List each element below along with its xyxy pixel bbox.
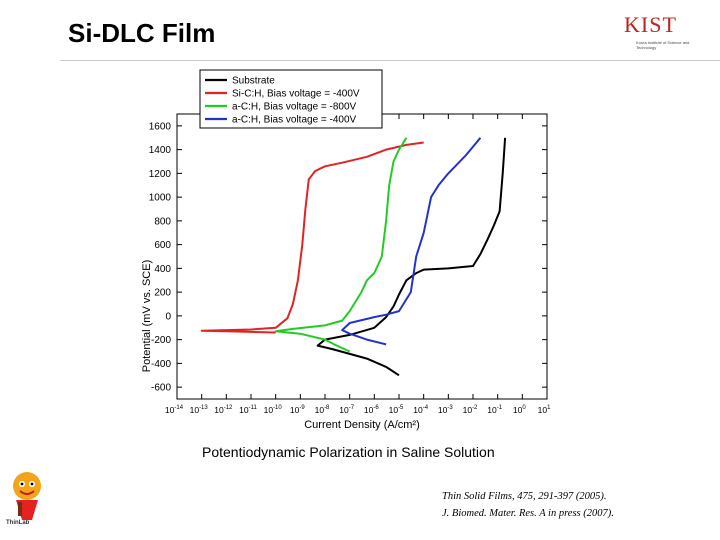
x-axis-label: Current Density (A/cm²) [304,419,420,431]
title-divider [60,60,720,61]
legend-entry: a-C:H, Bias voltage = -800V [232,101,357,113]
x-tick-label: $10^0$ [512,405,526,415]
y-tick-label: 1600 [148,121,171,133]
y-tick-label: 1400 [148,145,171,157]
x-tick-label: $10^{-12}$ [214,405,233,415]
chart-legend [200,70,382,128]
y-tick-label: 1000 [148,192,171,204]
legend-entry: Si-C:H, Bias voltage = -400V [232,88,360,100]
y-tick-label: -600 [150,382,171,394]
x-tick-label: $10^{-7}$ [339,405,355,415]
y-axis-label: Potential (mV vs. SCE) [141,259,153,373]
x-tick-label: $10^{-10}$ [263,405,282,415]
mascot-label: ThinLab [6,520,30,526]
x-tick-label: $10^{-1}$ [487,405,503,415]
y-tick-label: 0 [165,311,171,323]
x-tick-label: $10^{-9}$ [289,405,305,415]
references [442,488,614,522]
y-tick-label: 800 [154,216,171,228]
y-tick-label: -400 [150,358,171,370]
kist-logo-subtitle: Korea Institute of Science and Technology [636,40,690,50]
y-tick-label: 400 [154,263,171,275]
y-tick-label: 200 [154,287,171,299]
y-tick-label: 1200 [148,168,171,180]
chart-caption: Potentiodynamic Polarization in Saline Solution [202,444,495,460]
x-tick-label: $10^{-6}$ [363,405,379,415]
y-tick-label: -200 [150,335,171,347]
x-tick-label: $10^{-14}$ [164,405,184,415]
x-tick-label: $10^{-13}$ [189,405,208,415]
kist-logo: KIST [624,12,677,37]
polarization-chart [140,66,570,438]
x-tick-label: $10^{-2}$ [462,405,478,415]
reference-1: Thin Solid Films, 475, 291-397 (2005). [442,491,607,502]
legend-entry: Substrate [232,75,275,87]
x-tick-label: $10^{-11}$ [239,405,257,415]
legend-entry: a-C:H, Bias voltage = -400V [232,114,357,126]
y-tick-label: 600 [154,240,171,252]
x-tick-label: $10^{-5}$ [388,405,404,415]
x-tick-label: $10^1$ [537,405,551,415]
slide-title: Si-DLC Film [68,18,216,48]
x-tick-label: $10^{-4}$ [413,405,429,415]
x-tick-label: $10^{-3}$ [437,405,453,415]
x-tick-label: $10^{-8}$ [314,405,330,415]
reference-2: J. Biomed. Mater. Res. A in press (2007). [442,508,614,519]
